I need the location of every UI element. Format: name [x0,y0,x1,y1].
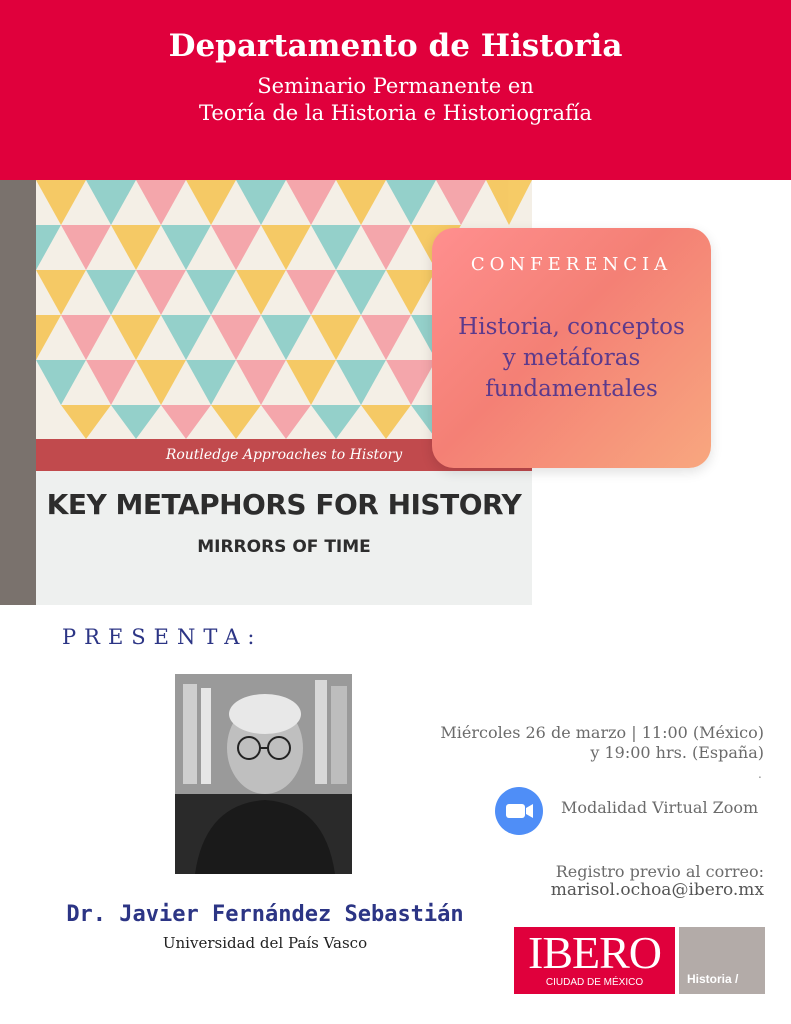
conference-title [442,312,701,405]
speaker-institution: Universidad del País Vasco [162,934,368,952]
department-title: Departamento de Historia [168,28,623,64]
ibero-wordmark: IBERO [528,927,661,978]
ibero-city: CIUDAD DE MÉXICO [545,977,644,988]
registration-label: Registro previo al correo: [555,862,764,881]
event-date-line-1: Miércoles 26 de marzo | 11:00 (México) [440,723,764,742]
department-badge-label: Historia / [687,972,739,986]
header-banner [0,0,791,180]
book-series: Routledge Approaches to History [36,439,532,471]
conference-label: CONFERENCIA [470,254,673,275]
event-date-line-2: y 19:00 hrs. (España) [590,743,764,762]
registration-email[interactable]: marisol.ochoa@ibero.mx [550,880,764,900]
speaker-photo [175,674,352,874]
speaker-name: Dr. Javier Fernández Sebastián [66,902,464,927]
conference-title-line-1: Historia, conceptos [458,314,685,340]
department-badge [679,927,765,994]
book-subtitle: MIRRORS OF TIME [197,537,371,557]
ibero-logo [514,927,675,994]
book-spine [0,180,36,605]
seminar-line-1: Seminario Permanente en [257,74,534,98]
zoom-camera-icon [495,787,543,835]
book-title: KEY METAPHORS FOR HISTORY [46,488,522,521]
conference-title-line-2: y metáforas [502,345,641,371]
presenter-label: PRESENTA: [62,625,263,649]
conference-title-line-3: fundamentales [485,376,658,402]
conference-card [432,228,711,468]
separator-dot: . [758,767,762,781]
event-modality: Modalidad Virtual Zoom [561,798,759,817]
seminar-line-2: Teoría de la Historia e Historiografía [198,101,593,125]
